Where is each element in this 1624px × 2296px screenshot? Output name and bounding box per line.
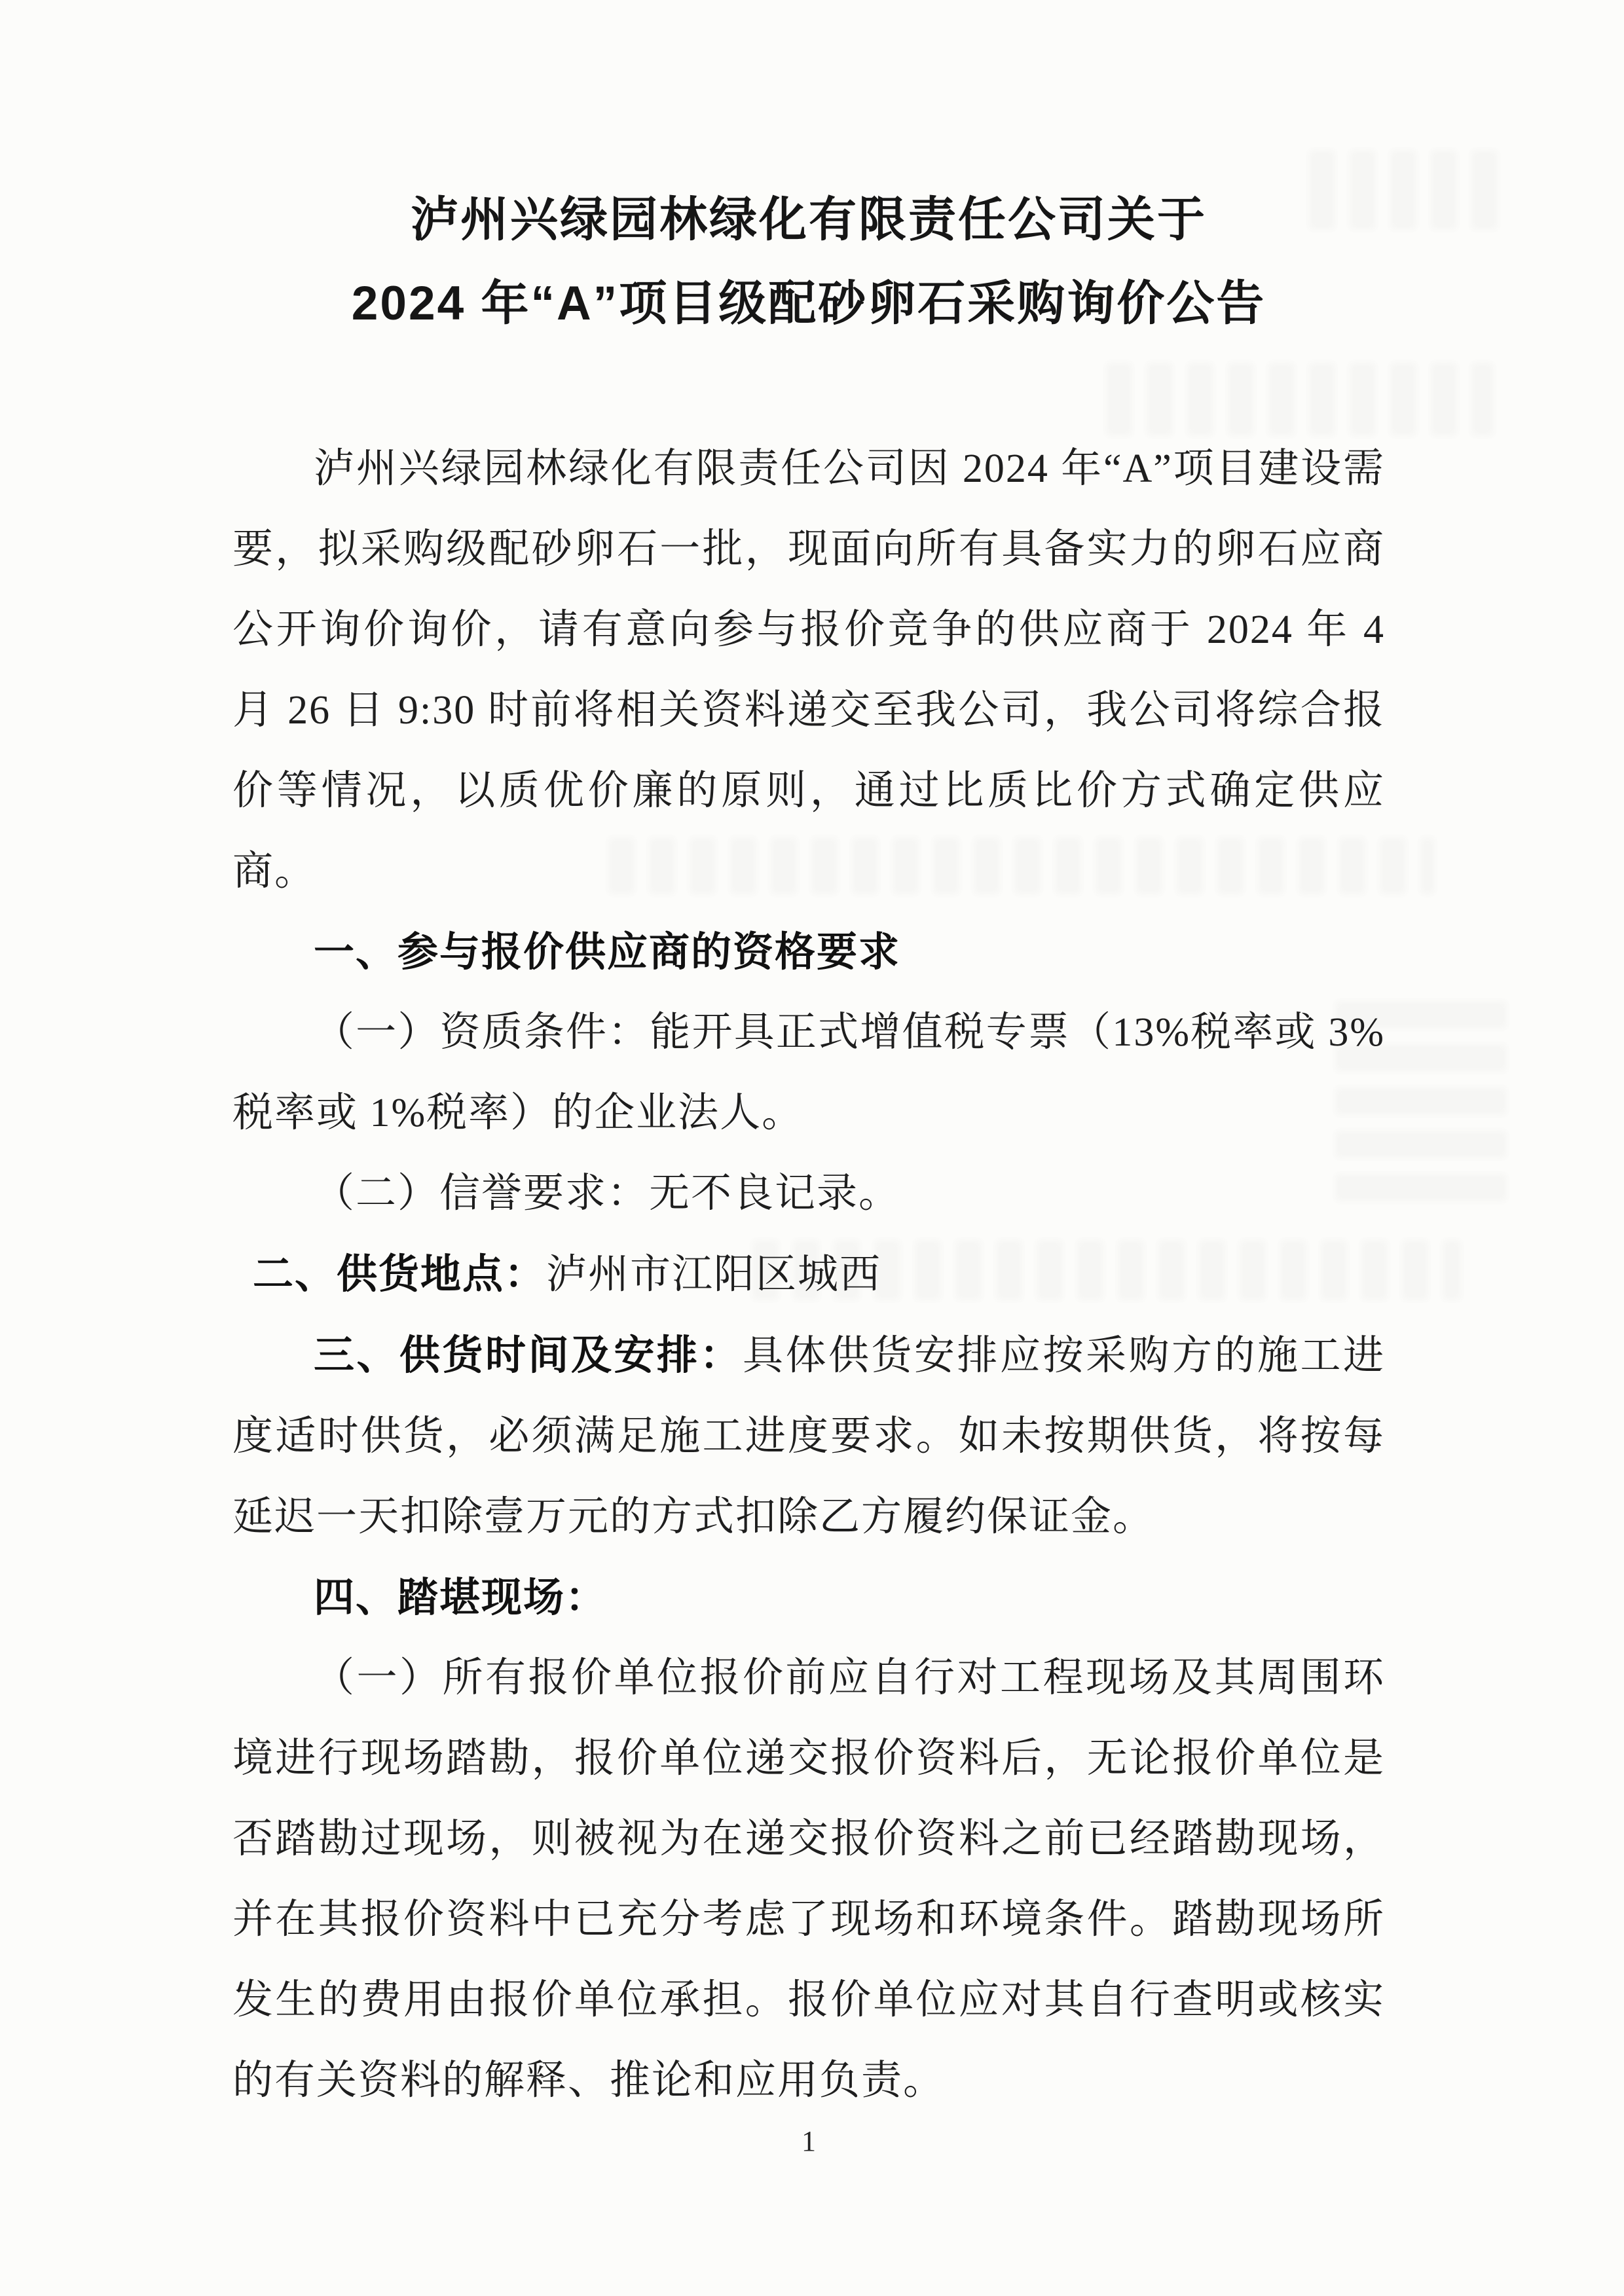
site-visit-paragraph: （一）所有报价单位报价前应自行对工程现场及其周围环境进行现场踏勘，报价单位递交报价资料后，无论报价单位是否踏勘过现场，则被视为在递交报价资料之前已经踏勘现场，并在其报价资料中已充分考虑了现场和环境条件。踏勘现场所发生的费用由报价单位承担。报价单位应对其自行查明或核实的有关资料的解释、推论和应用负责。 (232, 1656, 1385, 2103)
document-title-line-1: 泸州兴绿园林绿化有限责任公司关于 (411, 193, 1207, 246)
section-1-heading: 一、参与报价供应商的资格要求 (314, 930, 901, 975)
delivery-schedule-label: 三、供货时间及安排： (314, 1333, 743, 1378)
document-body (232, 429, 1385, 2160)
page-number: 1 (802, 2125, 816, 2157)
document-title-line-2: 2024 年“A”项目级配砂卵石采购询价公告 (351, 277, 1266, 330)
qualification-requirement-item: （一）资质条件：能开具正式增值税专票（13%税率或 3%税率或 1%税率）的企业法人。 (232, 1010, 1385, 1135)
intro-paragraph: 泸州兴绿园林绿化有限责任公司因 2024 年“A”项目建设需要，拟采购级配砂卵石一批，现面向所有具备实力的卵石应商公开询价询价，请有意向参与报价竞争的供应商于 2024 年 4 月 26 日 9:30 时前将相关资料递交至我公司，我公司将综合报价等情况，以质优价廉的原则，通过比质比价方式确定供应商。 (232, 446, 1385, 894)
delivery-schedule-paragraph (232, 1315, 1385, 1558)
delivery-schedule-text: 具体供货安排应按采购方的施工进度适时供货，必须满足施工进度要求。如未按期供货，将按每延迟一天扣除壹万元的方式扣除乙方履约保证金。 (232, 1334, 1385, 1539)
site-visit-heading: 四、踏堪现场： (314, 1575, 608, 1620)
delivery-location-line (232, 1234, 1385, 1315)
delivery-location-value: 泸州市江阳区城西 (546, 1252, 882, 1297)
delivery-location-label: 二、供货地点： (253, 1252, 547, 1297)
credit-requirement-item: （二）信誉要求：无不良记录。 (314, 1171, 901, 1216)
